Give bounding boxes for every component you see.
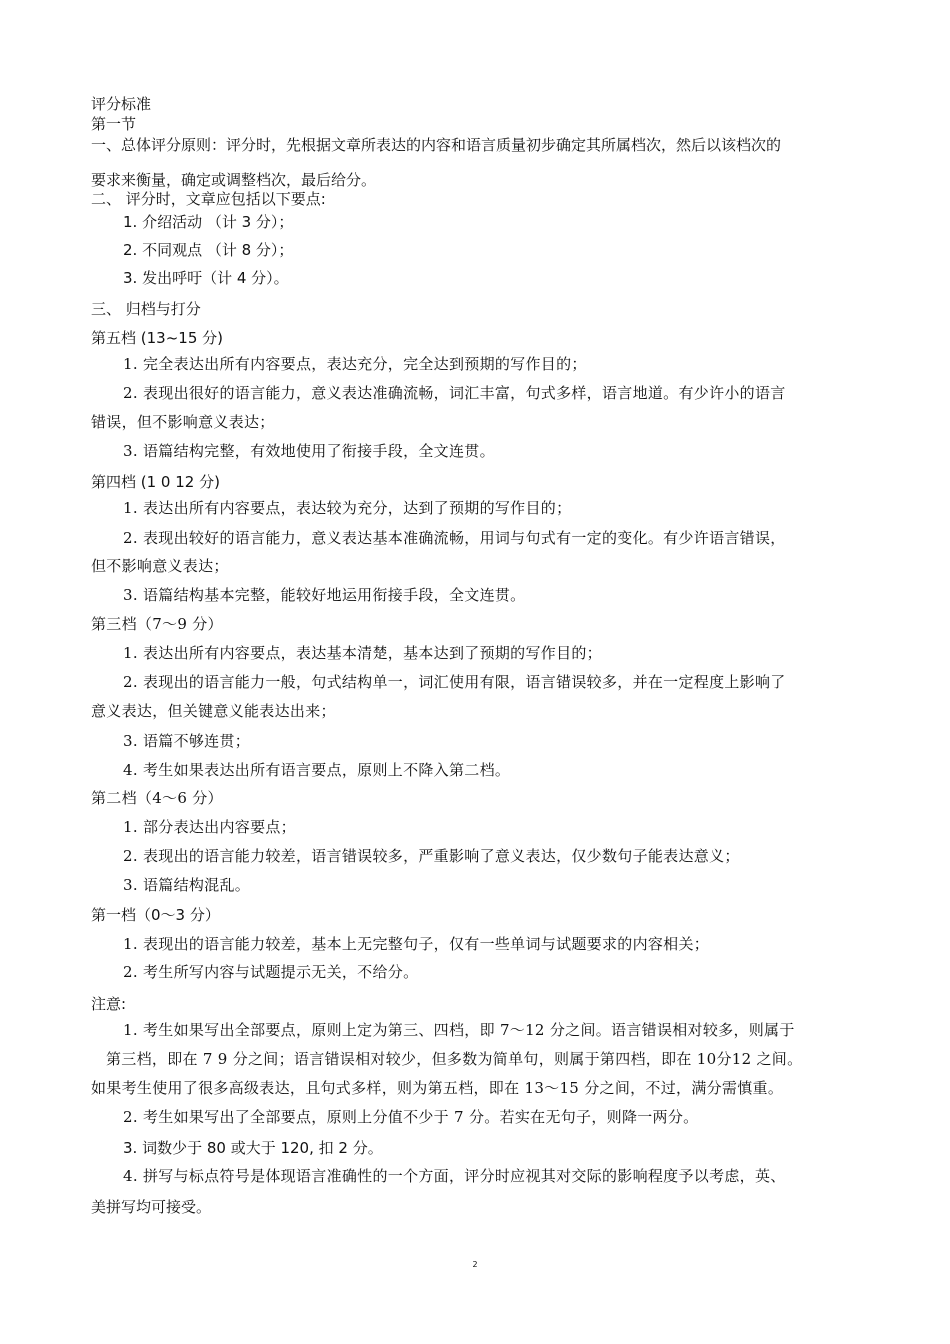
band-line: 2. 表现出的语言能力一般，句式结构单一，词汇使用有限，语言错误较多，并在一定程度上影响了 — [123, 673, 786, 691]
grading-heading: 三、 归档与打分 — [91, 300, 201, 318]
band-line: 错误，但不影响意义表达； — [91, 413, 275, 431]
point-item: 2. 不同观点 （计 8 分）； — [123, 241, 294, 259]
page-title: 评分标准 — [91, 95, 152, 113]
band-title: 第二档（4～6 分） — [91, 789, 223, 807]
principle-line-1: 一、总体评分原则：评分时，先根据文章所表达的内容和语言质量初步确定其所属档次，然后以该档次的 — [91, 136, 782, 154]
band-title: 第三档（7～9 分） — [91, 615, 223, 633]
band-line: 1. 表达出所有内容要点，表达较为充分，达到了预期的写作目的； — [123, 499, 572, 517]
band-line: 3. 语篇结构完整，有效地使用了衔接手段，全文连贯。 — [123, 442, 495, 460]
note-line: 如果考生使用了很多高级表达，且句式多样，则为第五档，即在 13～15 分之间，不过，满分需慎重。 — [91, 1079, 784, 1097]
notes-heading: 注意: — [91, 995, 127, 1013]
principle-line-2: 要求来衡量，确定或调整档次，最后给分。 — [91, 171, 377, 189]
points-heading: 二、 评分时，文章应包括以下要点: — [91, 190, 326, 208]
section-title: 第一节 — [91, 115, 137, 133]
band-line: 3. 语篇结构混乱。 — [123, 876, 251, 894]
band-title: 第一档（0～3 分） — [91, 906, 220, 924]
band-line: 4. 考生如果表达出所有语言要点，原则上不降入第二档。 — [123, 761, 511, 779]
band-line: 1. 表现出的语言能力较差，基本上无完整句子，仅有一些单词与试题要求的内容相关； — [123, 935, 710, 953]
page-number: 2 — [472, 1260, 478, 1269]
band-line: 3. 语篇不够连贯； — [123, 732, 251, 750]
band-title: 第四档 (1 0 12 分) — [91, 473, 220, 491]
point-item: 3. 发出呼吁（计 4 分）。 — [123, 269, 289, 287]
band-line: 2. 考生所写内容与试题提示无关，不给分。 — [123, 963, 419, 981]
band-title: 第五档 (13~15 分) — [91, 329, 223, 347]
band-line: 2. 表现出较好的语言能力，意义表达基本准确流畅，用词与句式有一定的变化。有少许语言错误， — [123, 529, 786, 547]
band-line: 意义表达，但关键意义能表达出来； — [91, 702, 336, 720]
note-line: 2. 考生如果写出了全部要点，原则上分值不少于 7 分。若实在无句子，则降一两分。 — [123, 1108, 699, 1126]
note-line: 第三档，即在 7 9 分之间；语言错误相对较少，但多数为简单句，则属于第四档，即在 10分12 之间。 — [106, 1050, 803, 1068]
band-line: 1. 部分表达出内容要点； — [123, 818, 296, 836]
band-line: 2. 表现出的语言能力较差，语言错误较多，严重影响了意义表达，仅少数句子能表达意义； — [123, 847, 740, 865]
note-line: 美拼写均可接受。 — [91, 1198, 212, 1216]
band-line: 3. 语篇结构基本完整，能较好地运用衔接手段，全文连贯。 — [123, 586, 526, 604]
point-item: 1. 介绍活动 （计 3 分）； — [123, 213, 294, 231]
note-line: 4. 拼写与标点符号是体现语言准确性的一个方面，评分时应视其对交际的影响程度予以考虑，英、 — [123, 1167, 786, 1185]
band-line: 1. 表达出所有内容要点，表达基本清楚，基本达到了预期的写作目的； — [123, 644, 602, 662]
band-line: 1. 完全表达出所有内容要点，表达充分，完全达到预期的写作目的； — [123, 355, 587, 373]
note-line: 3. 词数少于 80 或大于 120, 扣 2 分。 — [123, 1139, 383, 1157]
band-line: 但不影响意义表达； — [91, 557, 229, 575]
band-line: 2. 表现出很好的语言能力，意义表达准确流畅，词汇丰富，句式多样，语言地道。有少许小的语言 — [123, 384, 786, 402]
note-line: 1. 考生如果写出全部要点，原则上定为第三、四档，即 7～12 分之间。语言错误相对较多，则属于 — [123, 1021, 795, 1039]
